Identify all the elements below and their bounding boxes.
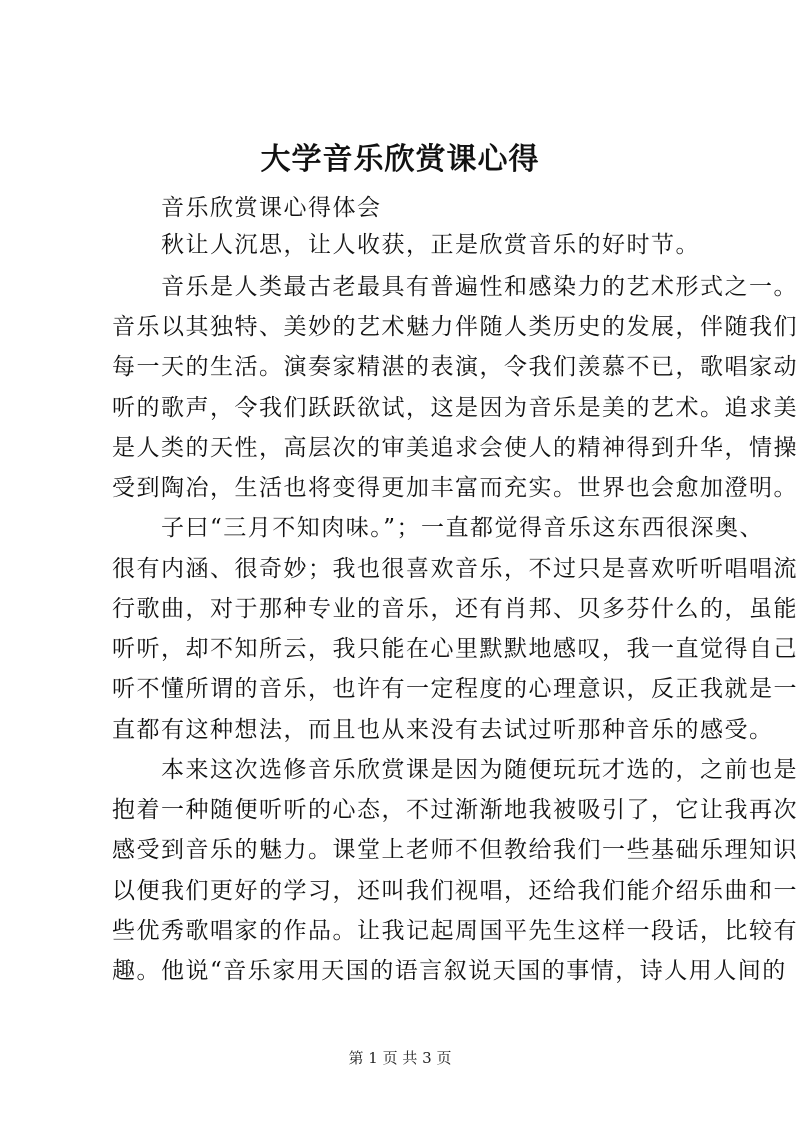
document-title: 大学音乐欣赏课心得 <box>260 142 540 177</box>
body-line: 听不懂所谓的音乐，也许有一定程度的心理意识，反正我就是一 <box>112 676 798 702</box>
body-line: 音乐以其独特、美妙的艺术魅力伴随人类历史的发展，伴随我们 <box>112 314 798 340</box>
body-line: 受到陶冶，生活也将变得更加丰富而充实。世界也会愈加澄明。 <box>112 475 798 501</box>
body-line: 感受到音乐的魅力。课堂上老师不但教给我们一些基础乐理知识 <box>112 837 798 863</box>
body-line: 以便我们更好的学习，还叫我们视唱，还给我们能介绍乐曲和一 <box>112 878 798 904</box>
body-line: 抱着一种随便听听的心态，不过渐渐地我被吸引了，它让我再次 <box>112 797 798 823</box>
page-number-footer: 第 1 页 共 3 页 <box>348 1049 452 1067</box>
body-line: 每一天的生活。演奏家精湛的表演，令我们羡慕不已，歌唱家动 <box>112 354 798 380</box>
body-line: 些优秀歌唱家的作品。让我记起周国平先生这样一段话，比较有 <box>112 918 798 944</box>
body-line: 听听，却不知所云，我只能在心里默默地感叹，我一直觉得自己 <box>112 636 798 662</box>
body-line: 趣。他说“音乐家用天国的语言叙说天国的事情，诗人用人间的 <box>112 958 787 984</box>
body-line: 行歌曲，对于那种专业的音乐，还有肖邦、贝多芬什么的，虽能 <box>112 596 798 622</box>
body-line: 子曰“三月不知肉味。”；一直都觉得音乐这东西很深奥、 <box>112 515 765 541</box>
body-line: 听的歌声，令我们跃跃欲试，这是因为音乐是美的艺术。追求美 <box>112 395 798 421</box>
body-line: 本来这次选修音乐欣赏课是因为随便玩玩才选的，之前也是 <box>112 757 798 783</box>
body-line: 音乐欣赏课心得体会 <box>112 195 382 221</box>
body-line: 秋让人沉思，让人收获，正是欣赏音乐的好时节。 <box>112 232 700 258</box>
body-line: 是人类的天性，高层次的审美追求会使人的精神得到升华，情操 <box>112 435 798 461</box>
body-line: 很有内涵、很奇妙；我也很喜欢音乐，不过只是喜欢听听唱唱流 <box>112 556 798 582</box>
body-line: 直都有这种想法，而且也从来没有去试过听那种音乐的感受。 <box>112 717 774 743</box>
body-line: 音乐是人类最古老最具有普遍性和感染力的艺术形式之一。 <box>112 274 798 300</box>
